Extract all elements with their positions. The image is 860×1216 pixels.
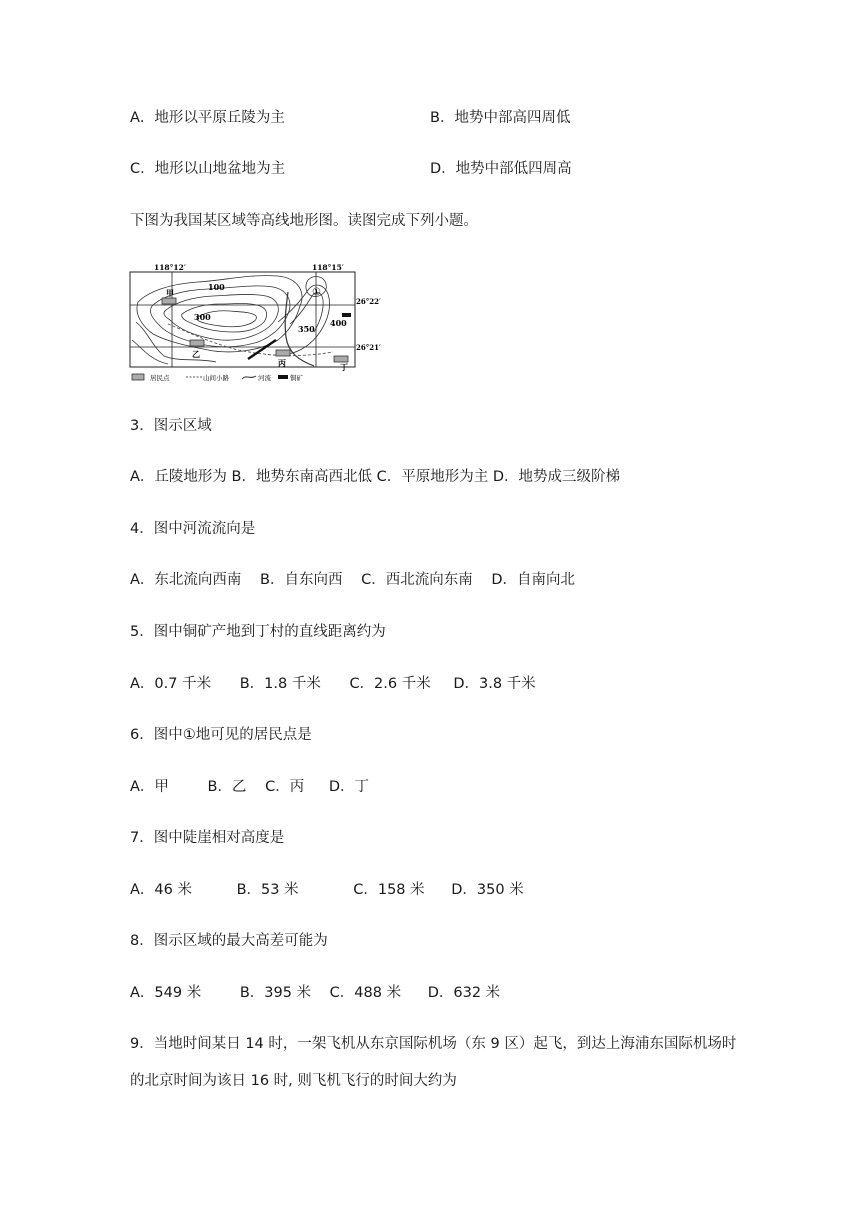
contour-map	[128, 262, 381, 394]
q4-option-a: A．东北流向西南	[130, 572, 242, 588]
contour-label-100: 100	[208, 282, 225, 292]
lat-top-label: 26°22′	[356, 297, 381, 306]
legend-mine-label: 铜矿	[290, 374, 303, 382]
q3-option-a: A．丘陵地形为	[130, 469, 227, 485]
q5-stem: 5．图中铜矿产地到丁村的直线距离约为	[130, 624, 386, 640]
contour-label-300: 300	[194, 312, 211, 322]
settlement-jia	[162, 298, 176, 304]
q6-options	[130, 777, 369, 797]
q7-options	[130, 880, 524, 900]
q7-stem: 7．图中陡崖相对高度是	[130, 830, 285, 846]
q7-option-a: A．46 米	[130, 882, 192, 898]
q4-option-b: B．自东向西	[260, 572, 343, 588]
q5-options	[130, 674, 536, 694]
q7-option-d: D．350 米	[451, 882, 524, 898]
lat-bottom-label: 26°21′	[356, 343, 381, 352]
q2-option-b: B．地势中部高四周低	[430, 110, 571, 126]
legend-river-label: 河流	[258, 374, 271, 382]
q6-option-a: A．甲	[130, 779, 169, 795]
q8-stem: 8．图示区域的最大高差可能为	[130, 933, 328, 949]
map-legend	[132, 373, 304, 382]
q6-option-d: D．丁	[328, 779, 369, 795]
q6-option-b: B．乙	[207, 779, 247, 795]
q3-options	[130, 467, 620, 487]
legend-settlement-label: 居民点	[150, 374, 170, 382]
q8-options	[130, 983, 500, 1003]
q2-option-d: D．地势中部低四周高	[430, 161, 572, 177]
q8-option-a: A．549 米	[130, 985, 202, 1001]
point-1-marker: ①	[312, 287, 321, 298]
contour-lines	[132, 276, 330, 364]
legend-mine-swatch	[278, 375, 288, 379]
lon-right-label: 118°15′	[312, 263, 344, 272]
map-intro: 下图为我国某区域等高线地形图。读图完成下列小题。	[130, 213, 478, 229]
q6-option-c: C．丙	[265, 779, 305, 795]
settlement-yi	[190, 340, 204, 346]
q6-stem: 6．图中①地可见的居民点是	[130, 727, 312, 743]
q5-option-d: D．3.8 千米	[453, 676, 536, 692]
q4-option-c: C．西北流向东南	[361, 572, 473, 588]
copper-mine-marker	[342, 313, 351, 317]
q4-options	[130, 570, 575, 590]
village-label-jia: 甲	[166, 288, 174, 298]
q7-option-b: B．53 米	[236, 882, 299, 898]
q8-option-c: C．488 米	[329, 985, 402, 1001]
village-label-ding: 丁	[340, 362, 348, 372]
legend-trail-label: 山间小路	[203, 374, 229, 382]
q2-option-c: C．地形以山地盆地为主	[130, 161, 286, 177]
q3-stem: 3．图示区域	[130, 418, 212, 434]
q5-option-c: C．2.6 千米	[349, 676, 431, 692]
contour-label-400: 400	[330, 318, 347, 328]
q4-option-d: D．自南向北	[491, 572, 575, 588]
q4-stem: 4．图中河流流向是	[130, 521, 256, 537]
q9-stem-line1: 9．当地时间某日 14 时，一架飞机从东京国际机场（东 9 区）起飞，到达上海浦东国际机场时	[130, 1036, 737, 1052]
q8-option-d: D．632 米	[427, 985, 501, 1001]
lon-left-label: 118°12′	[154, 263, 186, 272]
village-label-yi: 乙	[192, 349, 200, 359]
q7-option-c: C．158 米	[353, 882, 425, 898]
q2-option-a: A．地形以平原丘陵为主	[130, 110, 285, 126]
q3-option-b: B．地势东南高西北低	[231, 469, 372, 485]
contour-label-350: 350	[298, 324, 315, 334]
legend-settlement-swatch	[132, 374, 144, 380]
q8-option-b: B．395 米	[239, 985, 312, 1001]
legend-river-swatch	[242, 376, 256, 379]
q3-option-c: C．平原地形为主	[376, 469, 489, 485]
village-label-bing: 丙	[278, 358, 286, 368]
q9-stem-line2: 的北京时间为该日 16 时, 则飞机飞行的时间大约为	[130, 1073, 457, 1089]
q5-option-a: A．0.7 千米	[130, 676, 212, 692]
q3-option-d: D．地势成三级阶梯	[492, 469, 620, 485]
settlement-bing	[276, 350, 290, 356]
q5-option-b: B．1.8 千米	[239, 676, 321, 692]
